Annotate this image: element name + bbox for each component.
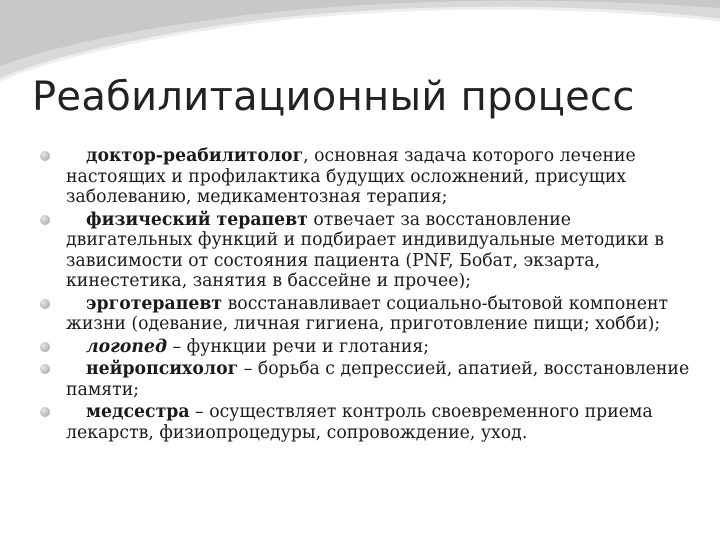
list-item bbox=[40, 210, 700, 292]
role-name: нейропсихолог bbox=[86, 359, 239, 379]
list-item bbox=[40, 146, 700, 208]
roles-list bbox=[40, 146, 700, 445]
list-item bbox=[40, 337, 700, 358]
list-item bbox=[40, 402, 700, 443]
role-name: эрготерапевт bbox=[86, 293, 223, 314]
bullet-icon bbox=[40, 299, 50, 309]
role-description: – функции речи и глотания; bbox=[167, 336, 430, 357]
bullet-icon bbox=[40, 151, 50, 161]
role-description: отвечает за восстановление двигательных функций и подбирает индивидуальные методики в зависимости от состояния пациента (PNF, Бобат, экзарта, кинестетика, занятия в бассейне и прочее); bbox=[66, 209, 664, 291]
list-item bbox=[40, 294, 700, 335]
bullet-icon bbox=[40, 407, 50, 417]
role-description: восстанавливает социально-бытовой компонент жизни (одевание, личная гигиена, приготовление пищи; хобби); bbox=[66, 293, 669, 334]
bullet-icon bbox=[40, 364, 50, 374]
role-name: доктор-реабилитолог bbox=[86, 146, 304, 166]
bullet-icon bbox=[40, 342, 50, 352]
role-description: – борьба с депрессией, апатией, восстановление памяти; bbox=[66, 359, 690, 400]
role-name: медсестра bbox=[86, 402, 190, 422]
role-description: – осуществляет контроль своевременного приема лекарств, физиопроцедуры, сопровождение, уход. bbox=[66, 402, 653, 443]
slide-title: Реабилитационный процесс bbox=[32, 74, 635, 120]
role-name: физический терапевт bbox=[86, 209, 308, 230]
role-name: логопед bbox=[86, 336, 167, 357]
bullet-icon bbox=[40, 215, 50, 225]
list-item bbox=[40, 359, 700, 400]
role-description: , основная задача которого лечение настоящих и профилактика будущих осложнений, присущих заболеванию, медикаментозная терапия; bbox=[66, 146, 636, 207]
